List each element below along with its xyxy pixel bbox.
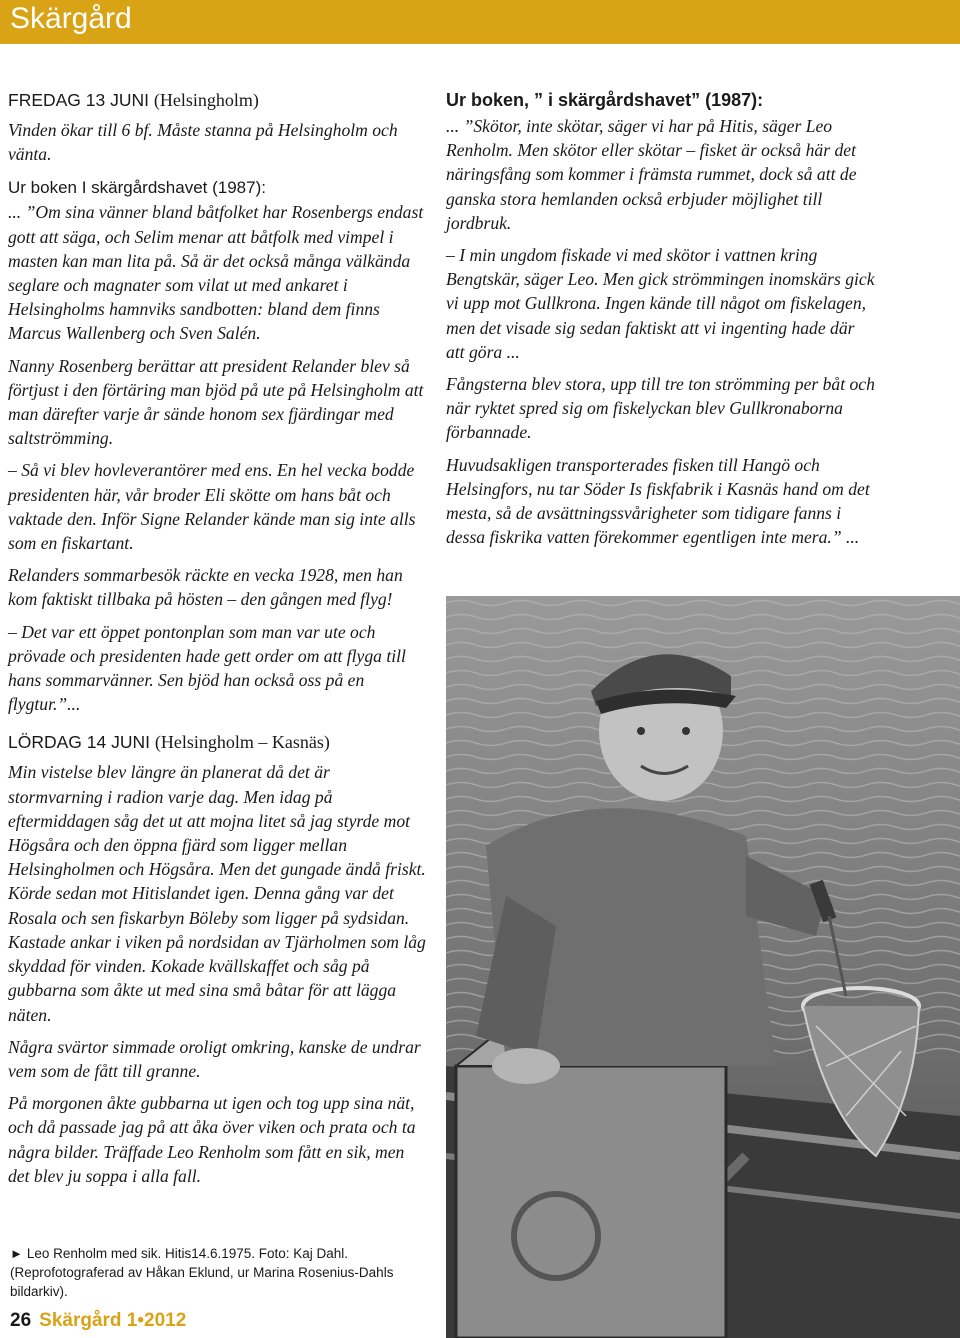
day-heading-saturday [8, 730, 428, 754]
paragraph: – Så vi blev hovleverantörer med ens. En hel vecka bodde presidenten här, vår broder Eli skötte om hans båt och vaktade den. Inför Signe Relander kände man sig inte alls som en fiskartant. [8, 460, 416, 554]
day-date: LÖRDAG 14 JUNI [8, 732, 150, 753]
day-place: (Helsingholm – Kasnäs) [154, 732, 330, 753]
day-place: (Helsingholm) [153, 90, 259, 110]
page-footer [10, 1308, 186, 1334]
paragraph: Huvudsakligen transporterades fisken till Hangö och Helsingfors, nu tar Söder Is fiskfabrik i Kasnäs hand om det mesta, så de avsättningssvårigheter som tidigare fanns i dessa fiskrika vatten förekommer egentligen inte mera.” ... [446, 454, 870, 548]
right-heading: Ur boken, ” i skärgårdshavet” (1987): [446, 90, 764, 110]
paragraph: Min vistelse blev längre än planerat då det är stormvarning i radion varje dag. Men idag på eftermiddagen såg det ut att mojna litet så jag styrde mot Högsåra och den öppna fjärd som ligger mellan Helsingholmen och Högsåra. Men det gungade ändå friskt. Körde sedan mot Hitislandet igen. Denna gång var det Rosala och sen fiskarbyn Böleby som ligger på sydsidan. Kastade ankar i viken på nordsidan av Tjärholmen som låg skyddad för vinden. Kokade kvällskaffet och såg på gubbarna som åkte ut med sina små båtar för att lägga näten. [8, 762, 426, 1025]
left-column [8, 88, 428, 1196]
paragraph: Nanny Rosenberg berättar att president Relander blev så förtjust i den förtäring man bjöd på ute på Helsingholm att man därefter varje år sände honom sex fjärdingar med saltströmming. [8, 355, 424, 449]
page-number: 26 [10, 1310, 32, 1331]
photo-illustration [446, 596, 960, 1338]
paragraph: ... ”Om sina vänner bland båtfolket har Rosenbergs endast gott att säga, och Selim menar att båtfolk med vimpel i masten kan man lita på. Så är det också många välkända seglare och magnater som vilat ut med ankaret i Helsingholms hamnviks sandbotten: bland dem finns Marcus Wallenberg och Sven Salén. [8, 202, 424, 344]
day-date: FREDAG 13 JUNI [8, 90, 149, 110]
paragraph: ... ”Skötor, inte skötar, säger vi har på Hitis, säger Leo Renholm. Men skötor eller skötar – fisket är också här det näringsfång som kommer i främsta rummet, dock så att de ganska stora hemlanden också erbjuder möjlighet till jordbruk. [446, 116, 857, 233]
paragraph: På morgonen åkte gubbarna ut igen och tog upp sina nät, och då passade jag på att åka över viken och prata och ta några bilder. Träffade Leo Renholm som fått en sik, men det blev ju soppa i alla fall. [8, 1093, 416, 1186]
paragraph: Några svärtor simmade oroligt omkring, kanske de undrar vem som de fått till granne. [8, 1036, 421, 1081]
day-heading-friday [8, 88, 428, 112]
right-column [446, 88, 876, 557]
section-title: Skärgård [10, 2, 132, 35]
paragraph: – Det var ett öppet pontonplan som man var ute och prövade och presidenten hade gett order om att flyga till hans sommarvänner. Sen bjöd han också oss på en flygtur.”... [8, 621, 406, 715]
photo-fisherman [446, 596, 960, 1338]
triangle-right-icon: ► [10, 1246, 23, 1261]
header-bar [0, 0, 960, 44]
paragraph: Fångsterna blev stora, upp till tre ton strömming per båt och när ryktet spred sig om fiskelyckan blev Gullkronaborna förbannade. [446, 374, 875, 443]
photo-caption [10, 1244, 430, 1301]
paragraph: Vinden ökar till 6 bf. Måste stanna på Helsingholm och vänta. [8, 120, 398, 165]
paragraph: – I min ungdom fiskade vi med skötor i vattnen kring Bengtskär, säger Leo. Men gick strömmingen inomskärs gick vi upp mot Gullkrona. Ingen kände till något om fiskelagen, men det visade sig sedan faktiskt att vi ingenting hade där att göra ... [446, 245, 875, 362]
paragraph: Relanders sommarbesök räckte en vecka 1928, men han kom faktiskt tillbaka på hösten – den gången med flyg! [8, 565, 403, 610]
caption-text: Leo Renholm med sik. Hitis14.6.1975. Foto: Kaj Dahl. (Reprofotograferad av Håkan Eklund, ur Marina Rosenius-Dahls bildarkiv). [10, 1246, 394, 1299]
magazine-issue: Skärgård 1•2012 [39, 1310, 187, 1331]
book-heading: Ur boken I skärgårdshavet (1987): [8, 178, 266, 198]
